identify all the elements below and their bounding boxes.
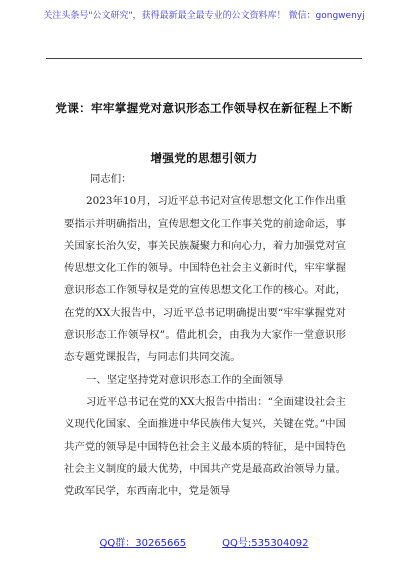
document-title-line-1: 党课：牢牢掌握党对意识形态工作领导权在新征程上不断 [55,101,353,115]
footer-qq-group[interactable]: QQ群：30265665 [99,538,187,549]
document-body [64,168,346,502]
paragraph-intro: 2023年10月，习近平总书记对宣传思想文化工作作出重要指示并明确指出，宣传思想文化工作事关党的前途命运，事关国家长治久安，事关民族凝聚力和向心力，着力加强党对宣传思想文化工作的领导。中国特色社会主义新时代，牢牢掌握意识形态工作领导权是党的宣传思想文化工作的核心。对此，在党的XX大报告中，习近平总书记明确提出要“牢牢掌握党对意识形态工作领导权”。借此机会，由我为大家作一堂意识形态专题党课报告，与同志们共同交流。 [64,195,346,364]
footer-qq-number[interactable]: QQ号:535304092 [222,538,309,549]
section-heading-1: 一、坚定坚持党对意识形态工作的全面领导 [86,373,284,386]
header-divider [46,58,362,59]
paragraph-section-1: 习近平总书记在党的XX大报告中指出：“全面建设社会主义现代化国家、全面推进中华民族伟大复兴，关键在党。”中国共产党的领导是中国特色社会主义最本质的特征，是中国特色社会主义制度的最大优势，中国共产党是最高政治领导力量。党政军民学，东西南北中，党是领导 [64,395,346,498]
document-title-line-2: 增强党的思想引领力 [150,151,258,165]
salutation: 同志们： [90,173,132,185]
footer [0,534,408,549]
header-note: 关注头条号"公文研究"，获得最新最全最专业的公文资料库！ 微信：gongwenyj [43,11,365,21]
